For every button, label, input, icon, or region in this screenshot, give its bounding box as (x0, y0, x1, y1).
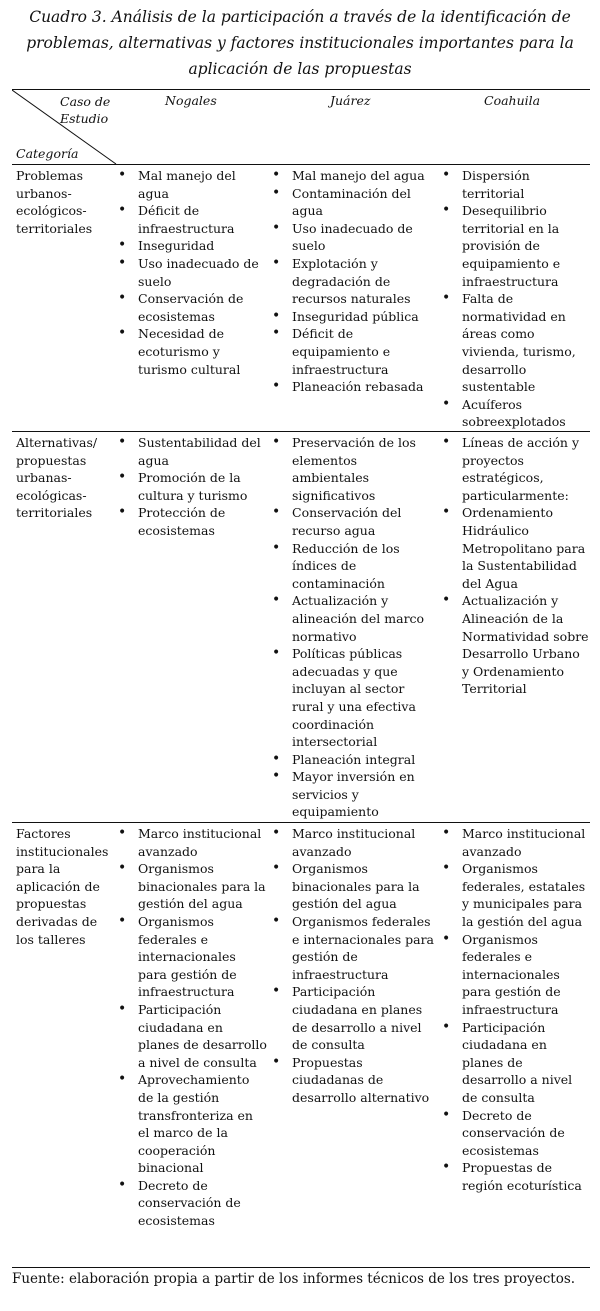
list-item: • Reducción de los índices de contaminación (270, 540, 436, 593)
caption-line: aplicación de las propuestas (188, 60, 412, 78)
list-item: • Organismos binacionales para la gestión del agua (116, 860, 268, 913)
category-cell: Problemas urbanos-ecológicos-territoriales (16, 168, 93, 236)
list-item: • Ordenamiento Hidráulico Metropolitano para la Sustentabilidad del Agua (440, 504, 590, 592)
list-item: • Inseguridad pública (270, 308, 436, 326)
list-item: • Participación ciudadana en planes de desarrollo a nivel de consulta (270, 983, 436, 1053)
list-item: • Aprovechamiento de la gestión transfronteriza en el marco de la cooperación binacional (116, 1071, 268, 1177)
header-caso-line: Caso de (60, 94, 111, 109)
list-item: • Organismos federales e internacionales para gestión de infraestructura (270, 913, 436, 983)
list-item: • Conservación de ecosistemas (116, 290, 268, 325)
header-coahuila: Coahuila (484, 93, 541, 108)
nogales-cell (116, 167, 268, 378)
table-row (12, 432, 590, 823)
header-caso-line: Estudio (60, 111, 109, 126)
coahuila-cell (440, 167, 590, 431)
bullet-list (440, 167, 590, 431)
bullet-list (116, 434, 268, 540)
list-item: • Propuestas de región ecoturística (440, 1159, 590, 1194)
list-item: • Preservación de los elementos ambientales significativos (270, 434, 436, 504)
list-item: • Propuestas ciudadanas de desarrollo alternativo (270, 1054, 436, 1107)
header-categoria: Categoría (16, 146, 79, 161)
bullet-list (270, 434, 436, 821)
list-item: • Déficit de equipamiento e infraestructura (270, 325, 436, 378)
category-cell: Alternativas/ propuestas urbanas-ecológicas-territoriales (16, 435, 98, 521)
juarez-cell (270, 825, 436, 1107)
list-item: • Inseguridad (116, 237, 268, 255)
list-item: • Marco institucional avanzado (270, 825, 436, 860)
list-item: • Marco institucional avanzado (116, 825, 268, 860)
header-caso-de-estudio (60, 93, 110, 127)
juarez-cell (270, 434, 436, 821)
table-header (12, 90, 590, 165)
list-item: • Acuíferos sobreexplotados (440, 396, 590, 431)
list-item: • Desequilibrio territorial en la provisión de equipamiento e infraestructura (440, 202, 590, 290)
list-item: • Sustentabilidad del agua (116, 434, 268, 469)
caption-line: problemas, alternativas y factores institucionales importantes para la (26, 34, 574, 52)
bullet-list (116, 825, 268, 1230)
analysis-table (12, 89, 590, 1268)
bullet-list (440, 825, 590, 1194)
table-row (12, 823, 590, 1267)
list-item: • Planeación integral (270, 751, 436, 769)
list-item: • Políticas públicas adecuadas y que incluyan al sector rural y una efectiva coordinación intersectorial (270, 645, 436, 751)
list-item: • Protección de ecosistemas (116, 504, 268, 539)
list-item: • Falta de normatividad en áreas como vivienda, turismo, desarrollo sustentable (440, 290, 590, 396)
bullet-list (440, 434, 590, 698)
list-item: • Promoción de la cultura y turismo (116, 469, 268, 504)
list-item: • Organismos federales, estatales y municipales para la gestión del agua (440, 860, 590, 930)
list-item: • Mayor inversión en servicios y equipamiento (270, 768, 436, 821)
category-cell: Factores institucionales para la aplicación de propuestas derivadas de los talleres (16, 826, 109, 947)
list-item: • Organismos binacionales para la gestión del agua (270, 860, 436, 913)
table-caption (10, 4, 590, 82)
list-item: • Organismos federales e internacionales para gestión de infraestructura (116, 913, 268, 1001)
coahuila-cell (440, 825, 590, 1194)
list-item: • Déficit de infraestructura (116, 202, 268, 237)
list-item: • Uso inadecuado de suelo (116, 255, 268, 290)
list-item: • Contaminación del agua (270, 185, 436, 220)
header-juarez: Juárez (330, 93, 371, 108)
header-nogales: Nogales (165, 93, 217, 108)
list-item: • Uso inadecuado de suelo (270, 220, 436, 255)
list-item: • Mal manejo del agua (270, 167, 436, 185)
caption-line: Cuadro 3. Análisis de la participación a través de la identificación de (29, 8, 571, 26)
list-item: • Decreto de conservación de ecosistemas (440, 1107, 590, 1160)
list-item: • Líneas de acción y proyectos estratégicos, particularmente: (440, 434, 590, 504)
bullet-list (270, 825, 436, 1107)
list-item: • Participación ciudadana en planes de desarrollo a nivel de consulta (440, 1019, 590, 1107)
nogales-cell (116, 825, 268, 1230)
list-item: • Necesidad de ecoturismo y turismo cultural (116, 325, 268, 378)
list-item: • Marco institucional avanzado (440, 825, 590, 860)
list-item: • Dispersión territorial (440, 167, 590, 202)
bullet-list (116, 167, 268, 378)
list-item: • Actualización y Alineación de la Normatividad sobre Desarrollo Urbano y Ordenamiento Territorial (440, 592, 590, 698)
list-item: • Conservación del recurso agua (270, 504, 436, 539)
juarez-cell (270, 167, 436, 396)
list-item: • Explotación y degradación de recursos naturales (270, 255, 436, 308)
nogales-cell (116, 434, 268, 540)
list-item: • Decreto de conservación de ecosistemas (116, 1177, 268, 1230)
coahuila-cell (440, 434, 590, 698)
table-row (12, 165, 590, 432)
source-note: Fuente: elaboración propia a partir de los informes técnicos de los tres proyectos. (12, 1271, 576, 1287)
list-item: • Organismos federales e internacionales para gestión de infraestructura (440, 931, 590, 1019)
list-item: • Participación ciudadana en planes de desarrollo a nivel de consulta (116, 1001, 268, 1071)
list-item: • Actualización y alineación del marco normativo (270, 592, 436, 645)
bullet-list (270, 167, 436, 396)
list-item: • Planeación rebasada (270, 378, 436, 396)
list-item: • Mal manejo del agua (116, 167, 268, 202)
